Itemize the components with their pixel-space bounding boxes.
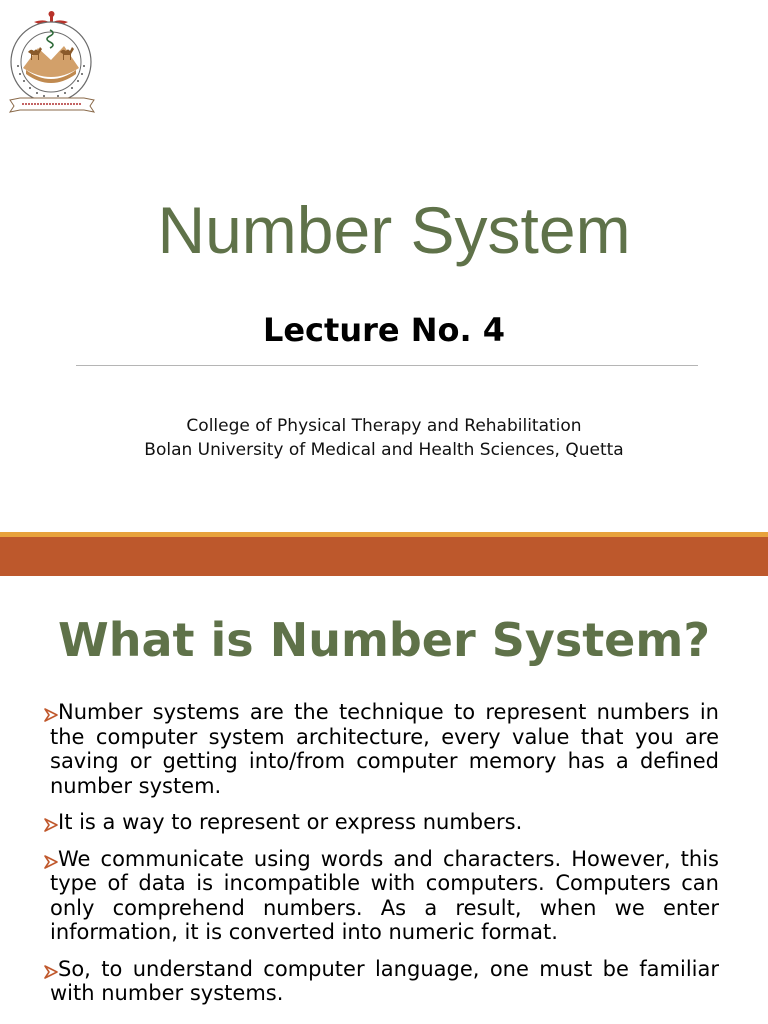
content-slide xyxy=(0,576,768,1024)
bullet-list xyxy=(50,700,719,1018)
footer-band-orange xyxy=(0,537,768,576)
university-logo xyxy=(6,8,98,116)
bullet-text: So, to understand computer language, one must be familiar with number systems. xyxy=(50,956,719,1005)
bullet-text: We communicate using words and characters. However, this type of data is incompatible with computers. Computers can only comprehend numbers. As a result, when we enter information, it is converted into numeric format. xyxy=(50,846,719,944)
affiliation xyxy=(0,414,768,462)
presentation-title: Number System xyxy=(157,193,631,267)
arrow-bullet-icon xyxy=(43,851,59,867)
list-item xyxy=(50,957,719,1006)
arrow-bullet-icon xyxy=(43,704,59,720)
affiliation-college: College of Physical Therapy and Rehabilitation xyxy=(186,416,582,436)
list-item xyxy=(50,847,719,945)
lecture-number: Lecture No. 4 xyxy=(262,311,506,349)
arrow-bullet-icon xyxy=(43,814,59,830)
bullet-text: It is a way to represent or express numbers. xyxy=(58,810,523,834)
affiliation-university: Bolan University of Medical and Health Sciences, Quetta xyxy=(144,440,624,460)
list-item xyxy=(50,810,719,835)
bullet-text: Number systems are the technique to represent numbers in the computer system architecture, every value that you are saving or getting into/from computer memory has a defined number system. xyxy=(50,700,719,798)
list-item xyxy=(50,700,719,798)
divider-line xyxy=(76,365,698,366)
arrow-bullet-icon xyxy=(43,961,59,977)
slide-heading: What is Number System? xyxy=(58,613,710,667)
